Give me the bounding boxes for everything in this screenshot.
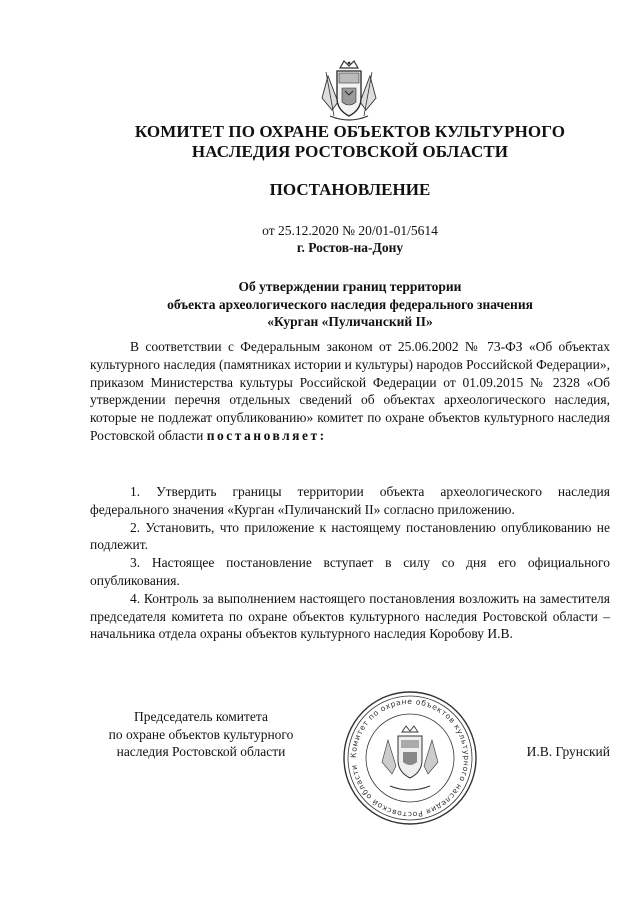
subject-line-1: Об утверждении границ территории (238, 279, 462, 294)
document-type: ПОСТАНОВЛЕНИЕ (269, 180, 431, 199)
date-and-number: от 25.12.2020 № 20/01-01/5614 (262, 223, 438, 238)
signatory-name: И.В. Грунский (526, 744, 610, 759)
org-line-2: НАСЛЕДИЯ РОСТОВСКОЙ ОБЛАСТИ (191, 142, 509, 161)
subject-line-2: объекта археологического наследия федерального значения (167, 296, 533, 312)
city: г. Ростов-на-Дону (296, 240, 404, 255)
position-line-3: наследия Ростовской области (116, 744, 286, 759)
position-line-1: Председатель комитета (134, 709, 268, 724)
decree-item-1: 1. Утвердить границы территории объекта археологического наследия федерального значения «Курган «Пуличанский II» согласно приложению. (90, 484, 610, 517)
decree-item-3: 3. Настоящее постановление вступает в силу со дня его официального опубликования. (90, 555, 610, 588)
document-subject (60, 278, 640, 331)
decree-item-4: 4. Контроль за выполнением настоящего постановления возложить на заместителя председателя комитета по охране объектов культурного наследия Ростовской области – начальника отдела охраны объектов культурного наследия Коробову И.В. (90, 590, 610, 642)
decree-word: постановляет: (206, 427, 327, 443)
decree-item-2: 2. Установить, что приложение к настоящему постановлению опубликованию не подлежит. (90, 519, 610, 553)
coat-of-arms-icon (318, 58, 380, 124)
seal-ring-text: Комитет по охране объектов культурного наследия Ростовской области (348, 696, 472, 820)
subject-line-3: «Курган «Пуличанский II» (267, 314, 433, 329)
organization-name (60, 122, 640, 162)
preamble-paragraph (90, 338, 610, 445)
official-seal-icon (342, 690, 478, 826)
preamble-text: В соответствии с Федеральным законом от 25.06.2002 № 73-ФЗ «Об объектах культурного наследия (памятниках истории и культуры) народов Российской Федерации», приказом Министерства культуры Российской Федерации от 01.09.2015 № 2328 «Об утверждении перечня отдельных сведений об объектах археологического наследия, которые не подлежат опубликованию» комитет по охране объектов культурного наследия Ростовской области (90, 339, 610, 443)
decree-items (90, 483, 610, 643)
position-line-2: по охране объектов культурного (108, 726, 294, 742)
org-line-1: КОМИТЕТ ПО ОХРАНЕ ОБЪЕКТОВ КУЛЬТУРНОГО (134, 122, 566, 141)
signatory-position (86, 708, 316, 761)
